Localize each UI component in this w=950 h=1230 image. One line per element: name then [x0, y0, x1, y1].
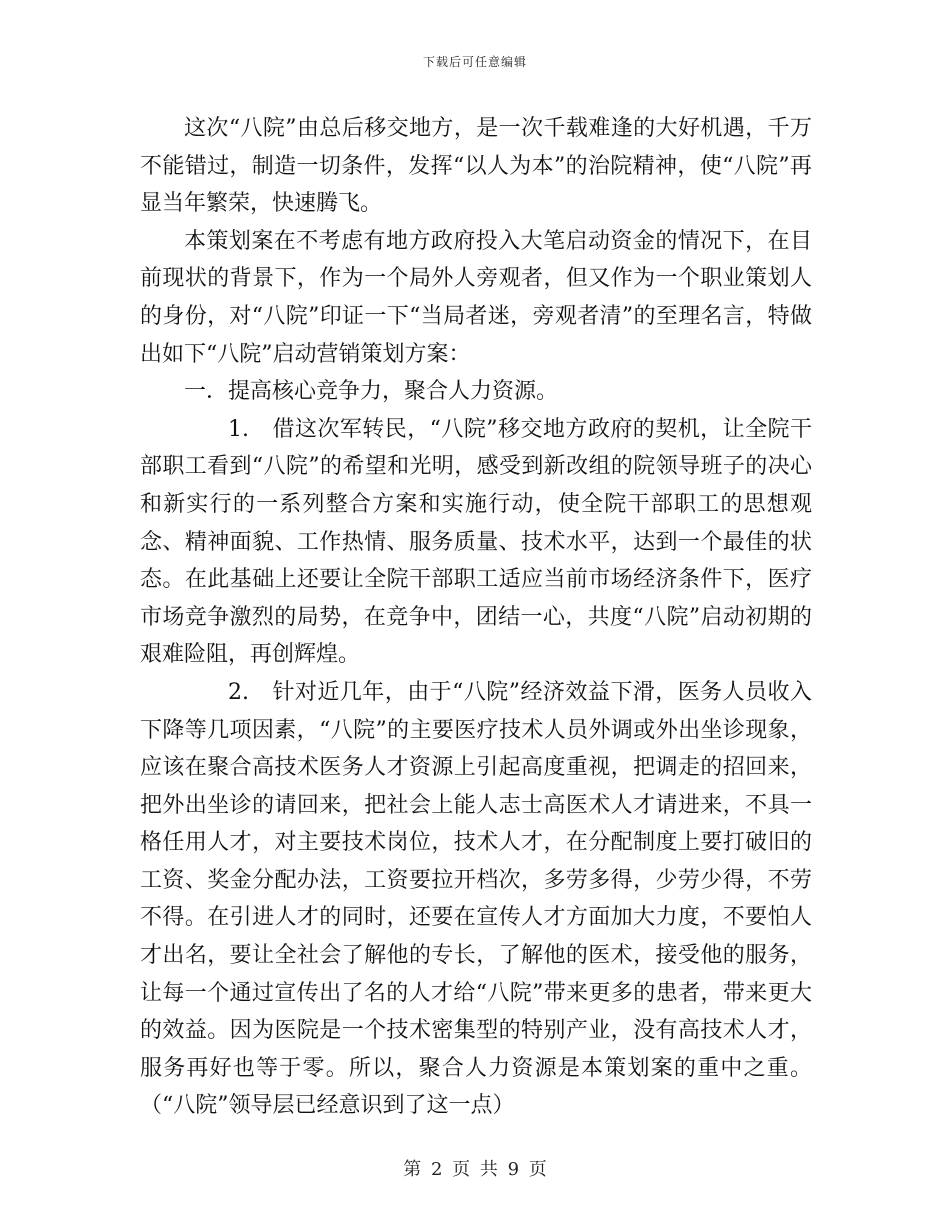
- paragraph-background: 本策划案在不考虑有地方政府投入大笔启动资金的情况下，在目前现状的背景下，作为一个局外人旁观者，但又作为一个职业策划人的身份，对“八院”印证一下“当局者迷，旁观者清”的至理名言，特做出如下“八院”启动营销策划方案：: [140, 228, 812, 367]
- list-item-number: 2.: [228, 679, 249, 705]
- body-text: [140, 110, 812, 1125]
- list-item-number: 1.: [228, 416, 249, 442]
- page-header: 下载后可任意编辑: [422, 55, 527, 69]
- page-footer: 第 2 页 共 9 页: [403, 1159, 547, 1180]
- list-item: 2. 针对近几年，由于“八院”经济效益下滑，医务人员收入下降等几项因素，“八院”的主要医疗技术人员外调或外出坐诊现象，应该在聚合高技术医务人才资源上引起高度重视，把调走的招回来，把外出坐诊的请回来，把社会上能人志士高医术人才请进来，不具一格任用人才，对主要技术岗位，技术人才，在分配制度上要打破旧的工资、奖金分配办法，工资要拉开档次，多劳多得，少劳少得，不劳不得。在引进人才的同时，还要在宣传人才方面加大力度，不要怕人才出名，要让全社会了解他的专长，了解他的医术，接受他的服务，让每一个通过宣传出了名的人才给“八院”带来更多的患者，带来更大的效益。因为医院是一个技术密集型的特别产业，没有高技术人才，服务再好也等于零。所以，聚合人力资源是本策划案的重中之重。（“八院”领导层已经意识到了这一点）: [140, 674, 812, 1125]
- list-item: 1. 借这次军转民，“八院”移交地方政府的契机，让全院干部职工看到“八院”的希望和光明，感受到新改组的院领导班子的决心和新实行的一系列整合方案和实施行动，使全院干部职工的思想观念、精神面貌、工作热情、服务质量、技术水平，达到一个最佳的状态。在此基础上还要让全院干部职工适应当前市场经济条件下，医疗市场竞争激烈的局势，在竞争中，团结一心，共度“八院”启动初期的艰难险阻，再创辉煌。: [140, 411, 812, 674]
- paragraph-intro: 这次“八院”由总后移交地方，是一次千载难逢的大好机遇，千万不能错过，制造一切条件，发挥“以人为本”的治院精神，使“八院”再显当年繁荣，快速腾飞。: [140, 116, 812, 217]
- section-heading: 一．提高核心竞争力，聚合人力资源。: [184, 379, 559, 405]
